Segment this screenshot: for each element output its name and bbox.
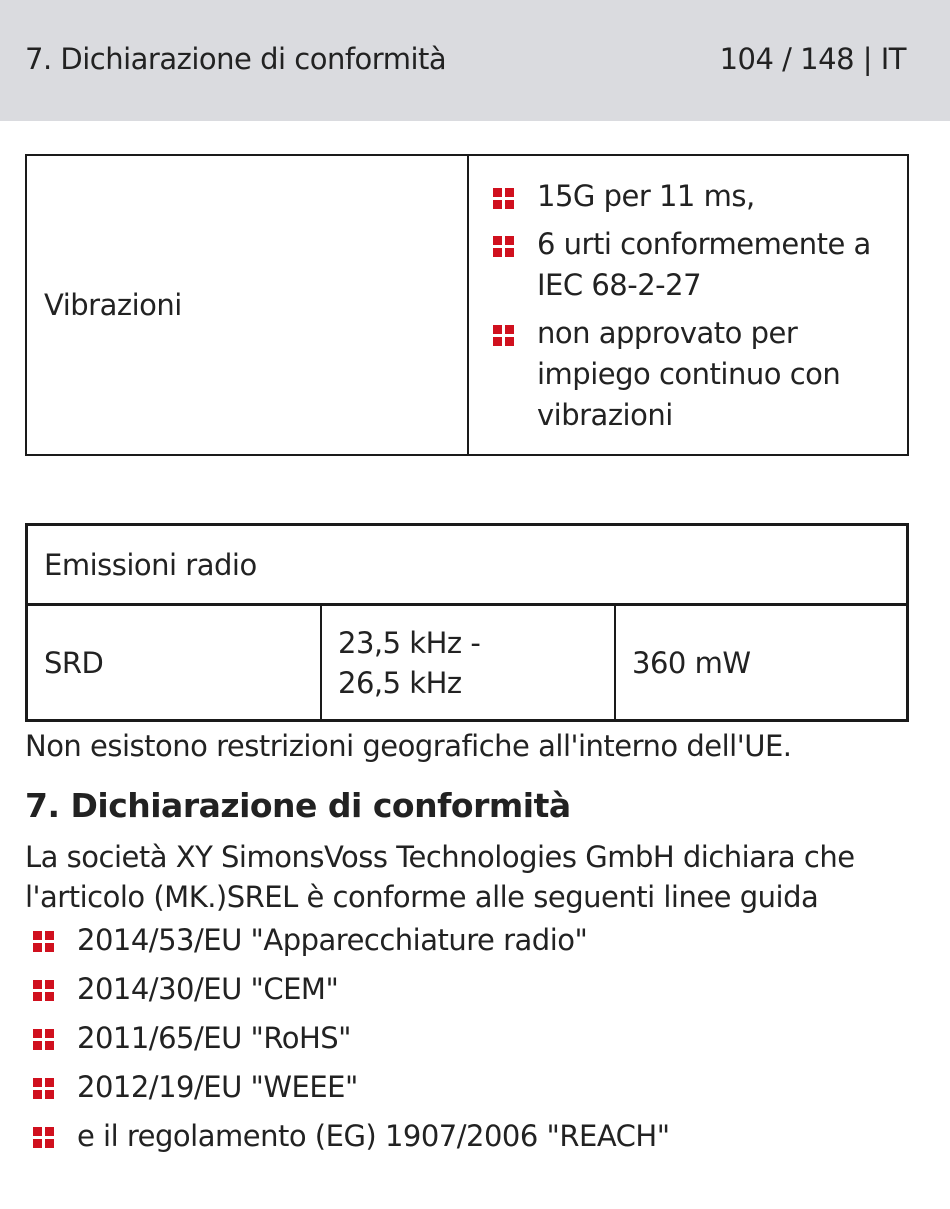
bullet-icon xyxy=(33,1078,54,1099)
list-item-text: 2011/65/EU "RoHS" xyxy=(77,1021,351,1055)
list-item xyxy=(33,920,670,969)
section-intro xyxy=(25,837,925,917)
vibration-list xyxy=(493,176,893,443)
frequency-line: 23,5 kHz - xyxy=(338,626,481,660)
page-number: 104 / 148 | IT xyxy=(719,42,906,76)
bullet-icon xyxy=(493,325,514,346)
bullet-icon xyxy=(33,1029,54,1050)
list-item xyxy=(33,1116,670,1165)
list-item xyxy=(493,176,893,217)
vibration-label: Vibrazioni xyxy=(44,288,182,322)
table-divider xyxy=(467,156,469,454)
list-item xyxy=(33,969,670,1018)
header-title: 7. Dichiarazione di conformità xyxy=(25,42,447,76)
directives-list xyxy=(33,920,670,1165)
list-item xyxy=(493,313,893,436)
radio-type-cell: SRD xyxy=(44,646,104,680)
radio-emissions-table xyxy=(25,523,909,722)
list-item-text: 2014/53/EU "Apparecchiature radio" xyxy=(77,923,588,957)
table-divider xyxy=(614,606,616,722)
list-item-text: 15G per 11 ms, xyxy=(537,179,755,213)
radio-power-cell: 360 mW xyxy=(632,646,751,680)
restrictions-note: Non esistono restrizioni geografiche all'interno dell'UE. xyxy=(25,729,792,763)
intro-line: l'articolo (MK.)SREL è conforme alle seguenti linee guida xyxy=(25,880,819,914)
list-item-text: e il regolamento (EG) 1907/2006 "REACH" xyxy=(77,1119,670,1153)
list-item xyxy=(33,1067,670,1116)
list-item xyxy=(33,1018,670,1067)
section-heading: 7. Dichiarazione di conformità xyxy=(25,786,571,825)
list-item xyxy=(493,224,893,306)
vibration-table xyxy=(25,154,909,456)
list-item-text: 6 urti conformemente a IEC 68-2-27 xyxy=(537,227,871,302)
table-divider xyxy=(320,606,322,722)
list-item-text: 2012/19/EU "WEEE" xyxy=(77,1070,358,1104)
bullet-icon xyxy=(33,1127,54,1148)
bullet-icon xyxy=(493,188,514,209)
radio-frequency-cell xyxy=(338,623,480,703)
bullet-icon xyxy=(33,931,54,952)
intro-line: La società XY SimonsVoss Technologies GmbH dichiara che xyxy=(25,840,855,874)
bullet-icon xyxy=(33,980,54,1001)
page-header xyxy=(0,0,950,121)
list-item-text: 2014/30/EU "CEM" xyxy=(77,972,339,1006)
table-divider xyxy=(28,603,906,606)
radio-table-heading: Emissioni radio xyxy=(44,548,257,582)
frequency-line: 26,5 kHz xyxy=(338,666,462,700)
list-item-text: non approvato per impiego continuo con vibrazioni xyxy=(537,316,841,432)
bullet-icon xyxy=(493,236,514,257)
